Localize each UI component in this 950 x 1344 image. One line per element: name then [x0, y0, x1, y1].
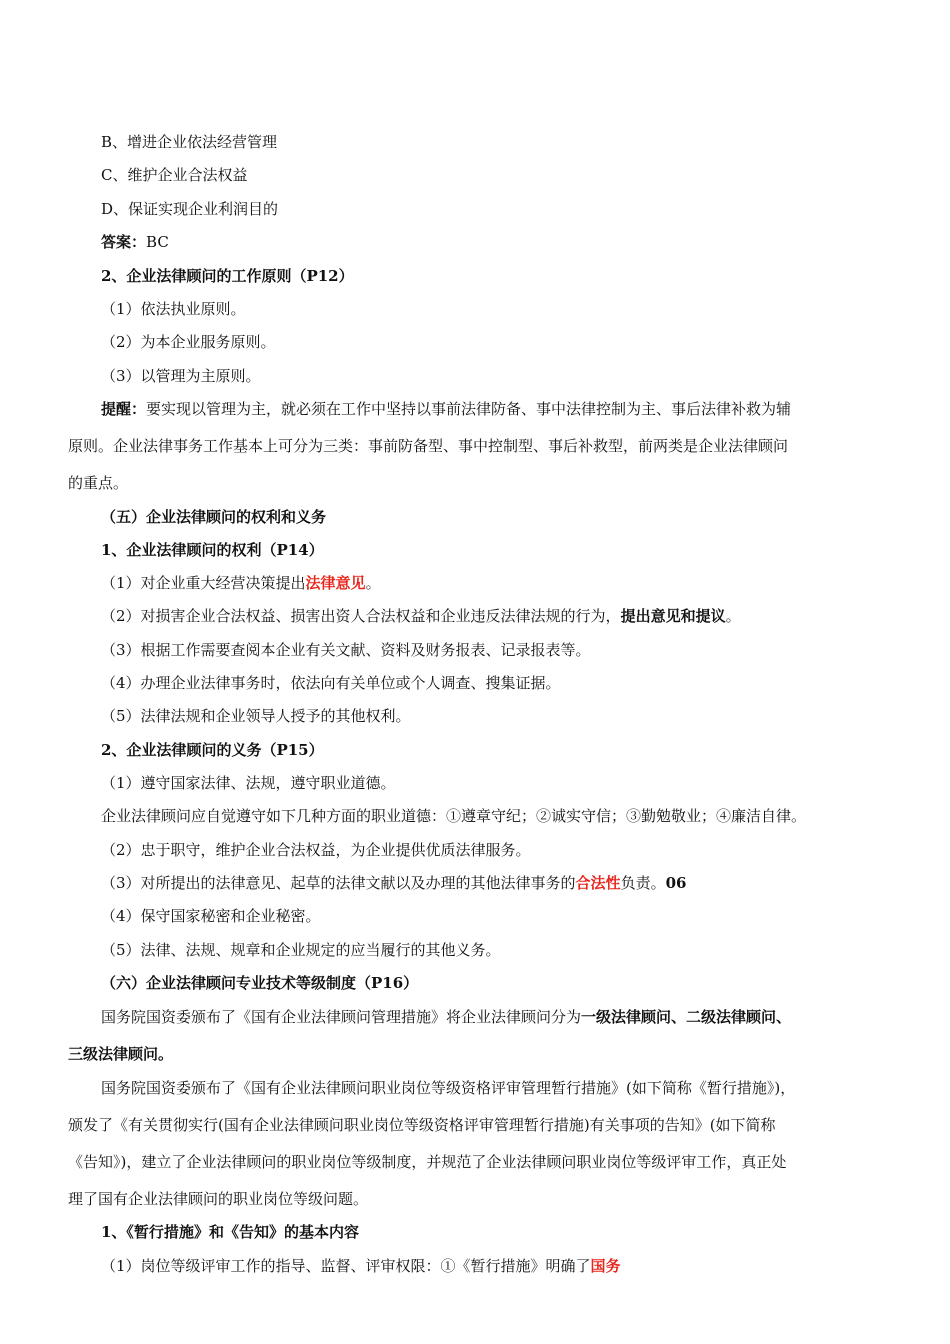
- obligation-5: （5）法律、法规、规章和企业规定的应当履行的其他义务。: [101, 941, 501, 959]
- right-4: （4）办理企业法律事务时，依法向有关单位或个人调查、搜集证据。: [101, 674, 561, 692]
- reminder-line-1: [101, 399, 791, 419]
- grades-text: 国务院国资委颁布了《国有企业法律顾问管理措施》将企业法律顾问分为: [101, 1008, 582, 1026]
- section-five-heading: （五）企业法律顾问的权利和义务: [101, 508, 327, 526]
- option-b: B、增进企业依法经营管理: [101, 133, 278, 151]
- reminder-line-2: 原则。企业法律事务工作基本上可分为三类：事前防备型、事中控制型、事后补救型，前两类是企业法律顾问: [68, 437, 789, 455]
- right-1-text: （1）对企业重大经营决策提出: [101, 574, 306, 592]
- para-line-2: 颁发了《有关贯彻实行(国有企业法律顾问职业岗位等级资格评审管理暂行措施)有关事项的告知》(如下简称: [68, 1116, 776, 1134]
- content-1-text: （1）岗位等级评审工作的指导、监督、评审权限：①《暂行措施》明确了: [101, 1257, 591, 1275]
- option-d: D、保证实现企业利润目的: [101, 200, 279, 218]
- content-1: [101, 1256, 621, 1276]
- obligation-1: （1）遵守国家法律、法规，遵守职业道德。: [101, 774, 396, 792]
- answer-line: [101, 232, 169, 252]
- reminder-line-3: 的重点。: [68, 474, 129, 492]
- principle-2: （2）为本企业服务原则。: [101, 333, 276, 351]
- right-2: [101, 606, 741, 626]
- right-1: [101, 573, 381, 593]
- option-c: C、维护企业合法权益: [101, 166, 248, 184]
- heading-rights: 1、企业法律顾问的权利（P14）: [101, 541, 324, 559]
- right-5: （5）法律法规和企业领导人授予的其他权利。: [101, 707, 411, 725]
- right-1-end: 。: [365, 574, 381, 592]
- obligation-4: （4）保守国家秘密和企业秘密。: [101, 907, 321, 925]
- principle-3: （3）以管理为主原则。: [101, 367, 261, 385]
- right-2-emphasis: 提出意见和提议: [620, 607, 726, 625]
- principle-1: （1）依法执业原则。: [101, 300, 246, 318]
- right-1-highlight: 法律意见: [305, 574, 366, 592]
- answer-value: BC: [146, 233, 169, 251]
- para-line-1: 国务院国资委颁布了《国有企业法律顾问职业岗位等级资格评审管理暂行措施》(如下简称《暂行措施》)，: [101, 1079, 796, 1097]
- obligation-3-text: （3）对所提出的法律意见、起草的法律文献以及办理的其他法律事务的: [101, 874, 576, 892]
- reminder-text: 要实现以管理为主，就必须在工作中坚持以事前法律防备、事中法律控制为主、事后法律补救为辅: [146, 400, 792, 418]
- reminder-label: 提醒：: [101, 400, 147, 418]
- obligation-3-end: 负责。: [620, 874, 666, 892]
- obligation-3-note: 06: [665, 874, 687, 892]
- right-2-text: （2）对损害企业合法权益、损害出资人合法权益和企业违反法律法规的行为，: [101, 607, 621, 625]
- right-3: （3）根据工作需要查阅本企业有关文献、资料及财务报表、记录报表等。: [101, 641, 591, 659]
- obligation-3-highlight: 合法性: [575, 874, 621, 892]
- right-2-end: 。: [725, 607, 741, 625]
- grades-emphasis: 一级法律顾问、二级法律顾问、: [581, 1008, 792, 1026]
- heading-work-principles: 2、企业法律顾问的工作原则（P12）: [101, 267, 354, 285]
- content-1-highlight: 国务: [590, 1257, 621, 1275]
- obligation-3: [101, 873, 686, 893]
- answer-label: 答案：: [101, 233, 147, 251]
- heading-basic-content: 1、《暂行措施》和《告知》的基本内容: [101, 1223, 359, 1241]
- obligation-2: （2）忠于职守，维护企业合法权益，为企业提供优质法律服务。: [101, 841, 531, 859]
- grades-line-1: [101, 1007, 791, 1027]
- para-line-4: 理了国有企业法律顾问的职业岗位等级问题。: [68, 1190, 369, 1208]
- heading-obligations: 2、企业法律顾问的义务（P15）: [101, 741, 324, 759]
- section-six-heading: （六）企业法律顾问专业技术等级制度（P16）: [101, 974, 419, 992]
- ethics-line: 企业法律顾问应自觉遵守如下几种方面的职业道德：①遵章守纪；②诚实守信；③勤勉敬业；④廉洁自律。: [101, 807, 807, 825]
- grades-line-2: 三级法律顾问。: [68, 1045, 174, 1063]
- para-line-3: 《告知》)，建立了企业法律顾问的职业岗位等级制度，并规范了企业法律顾问职业岗位等级评审工作，真正处: [68, 1153, 787, 1171]
